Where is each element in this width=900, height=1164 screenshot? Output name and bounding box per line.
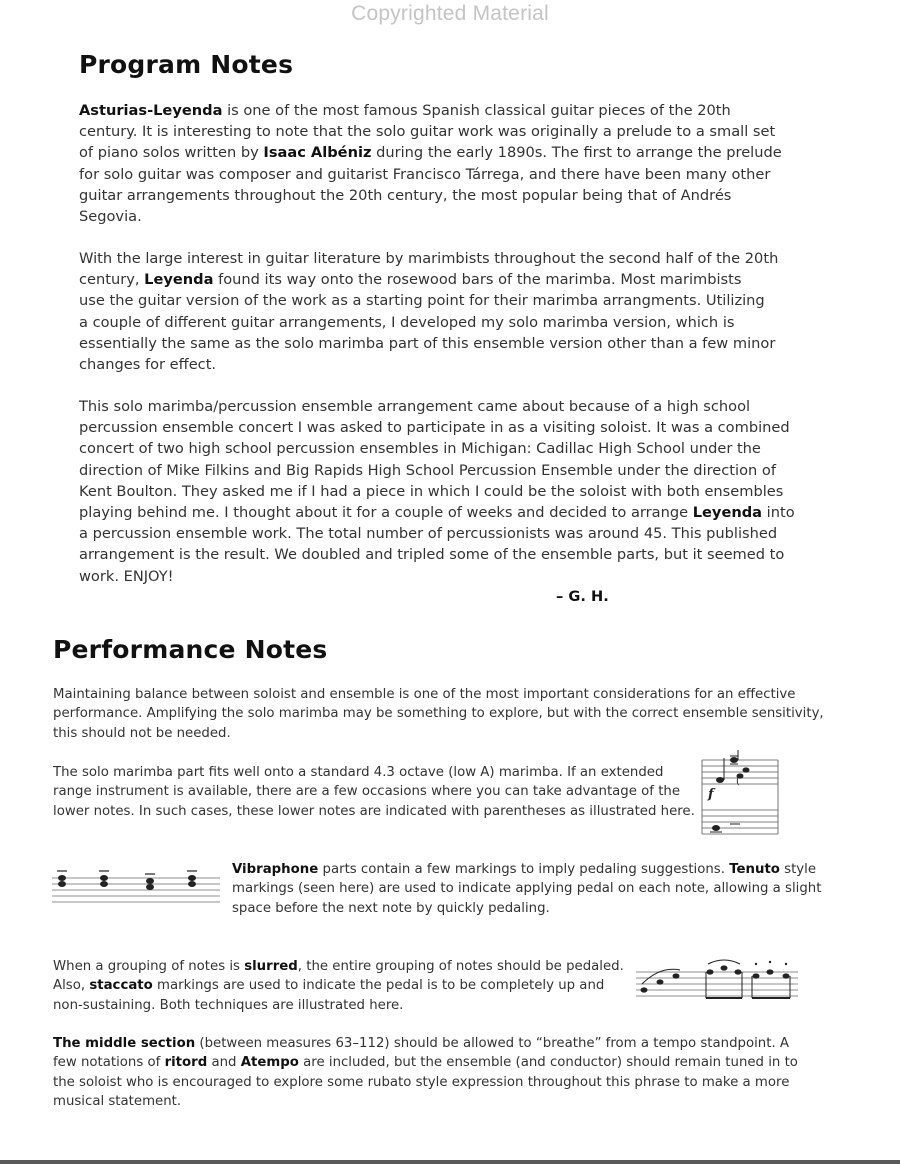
performance-notes-paragraph-1: Maintaining balance between soloist and ensemble is one of the most important considerations for an effective performance. Amplifying the solo marimba may be something to explore, but with the correct ensemble sensitivity, this should not be needed. [53, 687, 824, 741]
slur-staccato-notation-figure [636, 958, 798, 1004]
title-asturias-leyenda: Asturias-Leyenda [79, 102, 223, 119]
dynamic-marking: f [708, 787, 714, 802]
term-ritord: ritord [164, 1055, 208, 1071]
program-notes-paragraph-3: This solo marimba/percussion ensemble arrangement came about because of a high school percussion ensemble concert I was asked to participate in as a visiting soloist. It was a combined concert of two high school percussion ensembles in Michigan: Cadillac High School under the direction of Mike Filkins and Big Rapids High School Percussion Ensemble under the direction of Kent Boulton. They asked me if I had a piece in which I could be the soloist with both ensembles playing behind me. I thought about it for a couple of weeks and decided to arrange Leyenda into a percussion ensemble work. The total number of percussionists was around 45. This published arrangement is the result. We doubled and tripled some of the ensemble parts, but it seemed to work. ENJOY! [79, 398, 795, 585]
performance-notes-heading: Performance Notes [53, 635, 328, 664]
performance-notes-paragraph-2: The solo marimba part fits well onto a standard 4.3 octave (low A) marimba. If an extended range instrument is available, there are a few occasions where you can take advantage of the lower notes. In such cases, these lower notes are indicated with parentheses as illustrated here. [53, 765, 695, 819]
term-tenuto: Tenuto [729, 862, 780, 877]
term-atempo: Atempo [240, 1055, 299, 1071]
term-middle-section: The middle section [53, 1036, 196, 1051]
title-leyenda: Leyenda [144, 271, 214, 289]
vibraphone-tenuto-notation-figure [52, 868, 220, 908]
term-slurred: slurred [244, 959, 298, 974]
range-example-notation-figure [700, 750, 782, 838]
program-notes-paragraph-1: Asturias-Leyenda is one of the most famous Spanish classical guitar pieces of the 20th century. It is interesting to note that the solo guitar work was originally a prelude to a small set of piano solos written by Isaac Albéniz during the early 1890s. The first to arrange the prelude for solo guitar was composer and guitarist Francisco Tárrega, and there have been many other guitar arrangements throughout the 20th century, the most popular being that of Andrés Segovia. [79, 102, 782, 226]
program-notes-paragraph-2: With the large interest in guitar literature by marimbists throughout the second half of the 20th century, Leyenda found its way onto the rosewood bars of the marimba. Most marimbists use the guitar version of the work as a starting point for their marimba arrangments. Utilizing a couple of different guitar arrangements, I developed my solo marimba version, which is essentially the same as the solo marimba part of this ensemble version other than a few minor changes for effect. [79, 250, 779, 374]
page-bottom-rule [0, 1160, 900, 1164]
performance-notes-paragraph-3: Vibraphone parts contain a few markings to imply pedaling suggestions. Tenuto style markings (seen here) are used to indicate applying pedal on each note, allowing a slight space before the next note by quickly pedaling. [232, 862, 822, 916]
copyright-watermark: Copyrighted Material [351, 2, 549, 25]
performance-notes-paragraph-5: The middle section (between measures 63–112) should be allowed to “breathe” from a tempo standpoint. A few notations of ritord and Atempo are included, but the ensemble (and conductor) should remain tuned in to the soloist who is encouraged to explore some rubato style expression throughout this phrase to make a more musical statement. [53, 1036, 798, 1110]
term-staccato: staccato [89, 978, 153, 994]
author-signature: – G. H. [556, 588, 609, 605]
parenthesis-note: ( [736, 776, 740, 787]
composer-name: Isaac Albéniz [263, 144, 372, 162]
program-notes-heading: Program Notes [79, 50, 294, 79]
performance-notes-paragraph-4: When a grouping of notes is slurred, the entire grouping of notes should be pedaled. Also, staccato markings are used to indicate the pedal is to be completely up and non-sustaining. Both techniques are illustrated here. [53, 959, 624, 1013]
title-leyenda: Leyenda [692, 504, 763, 522]
term-vibraphone: Vibraphone [232, 862, 319, 877]
